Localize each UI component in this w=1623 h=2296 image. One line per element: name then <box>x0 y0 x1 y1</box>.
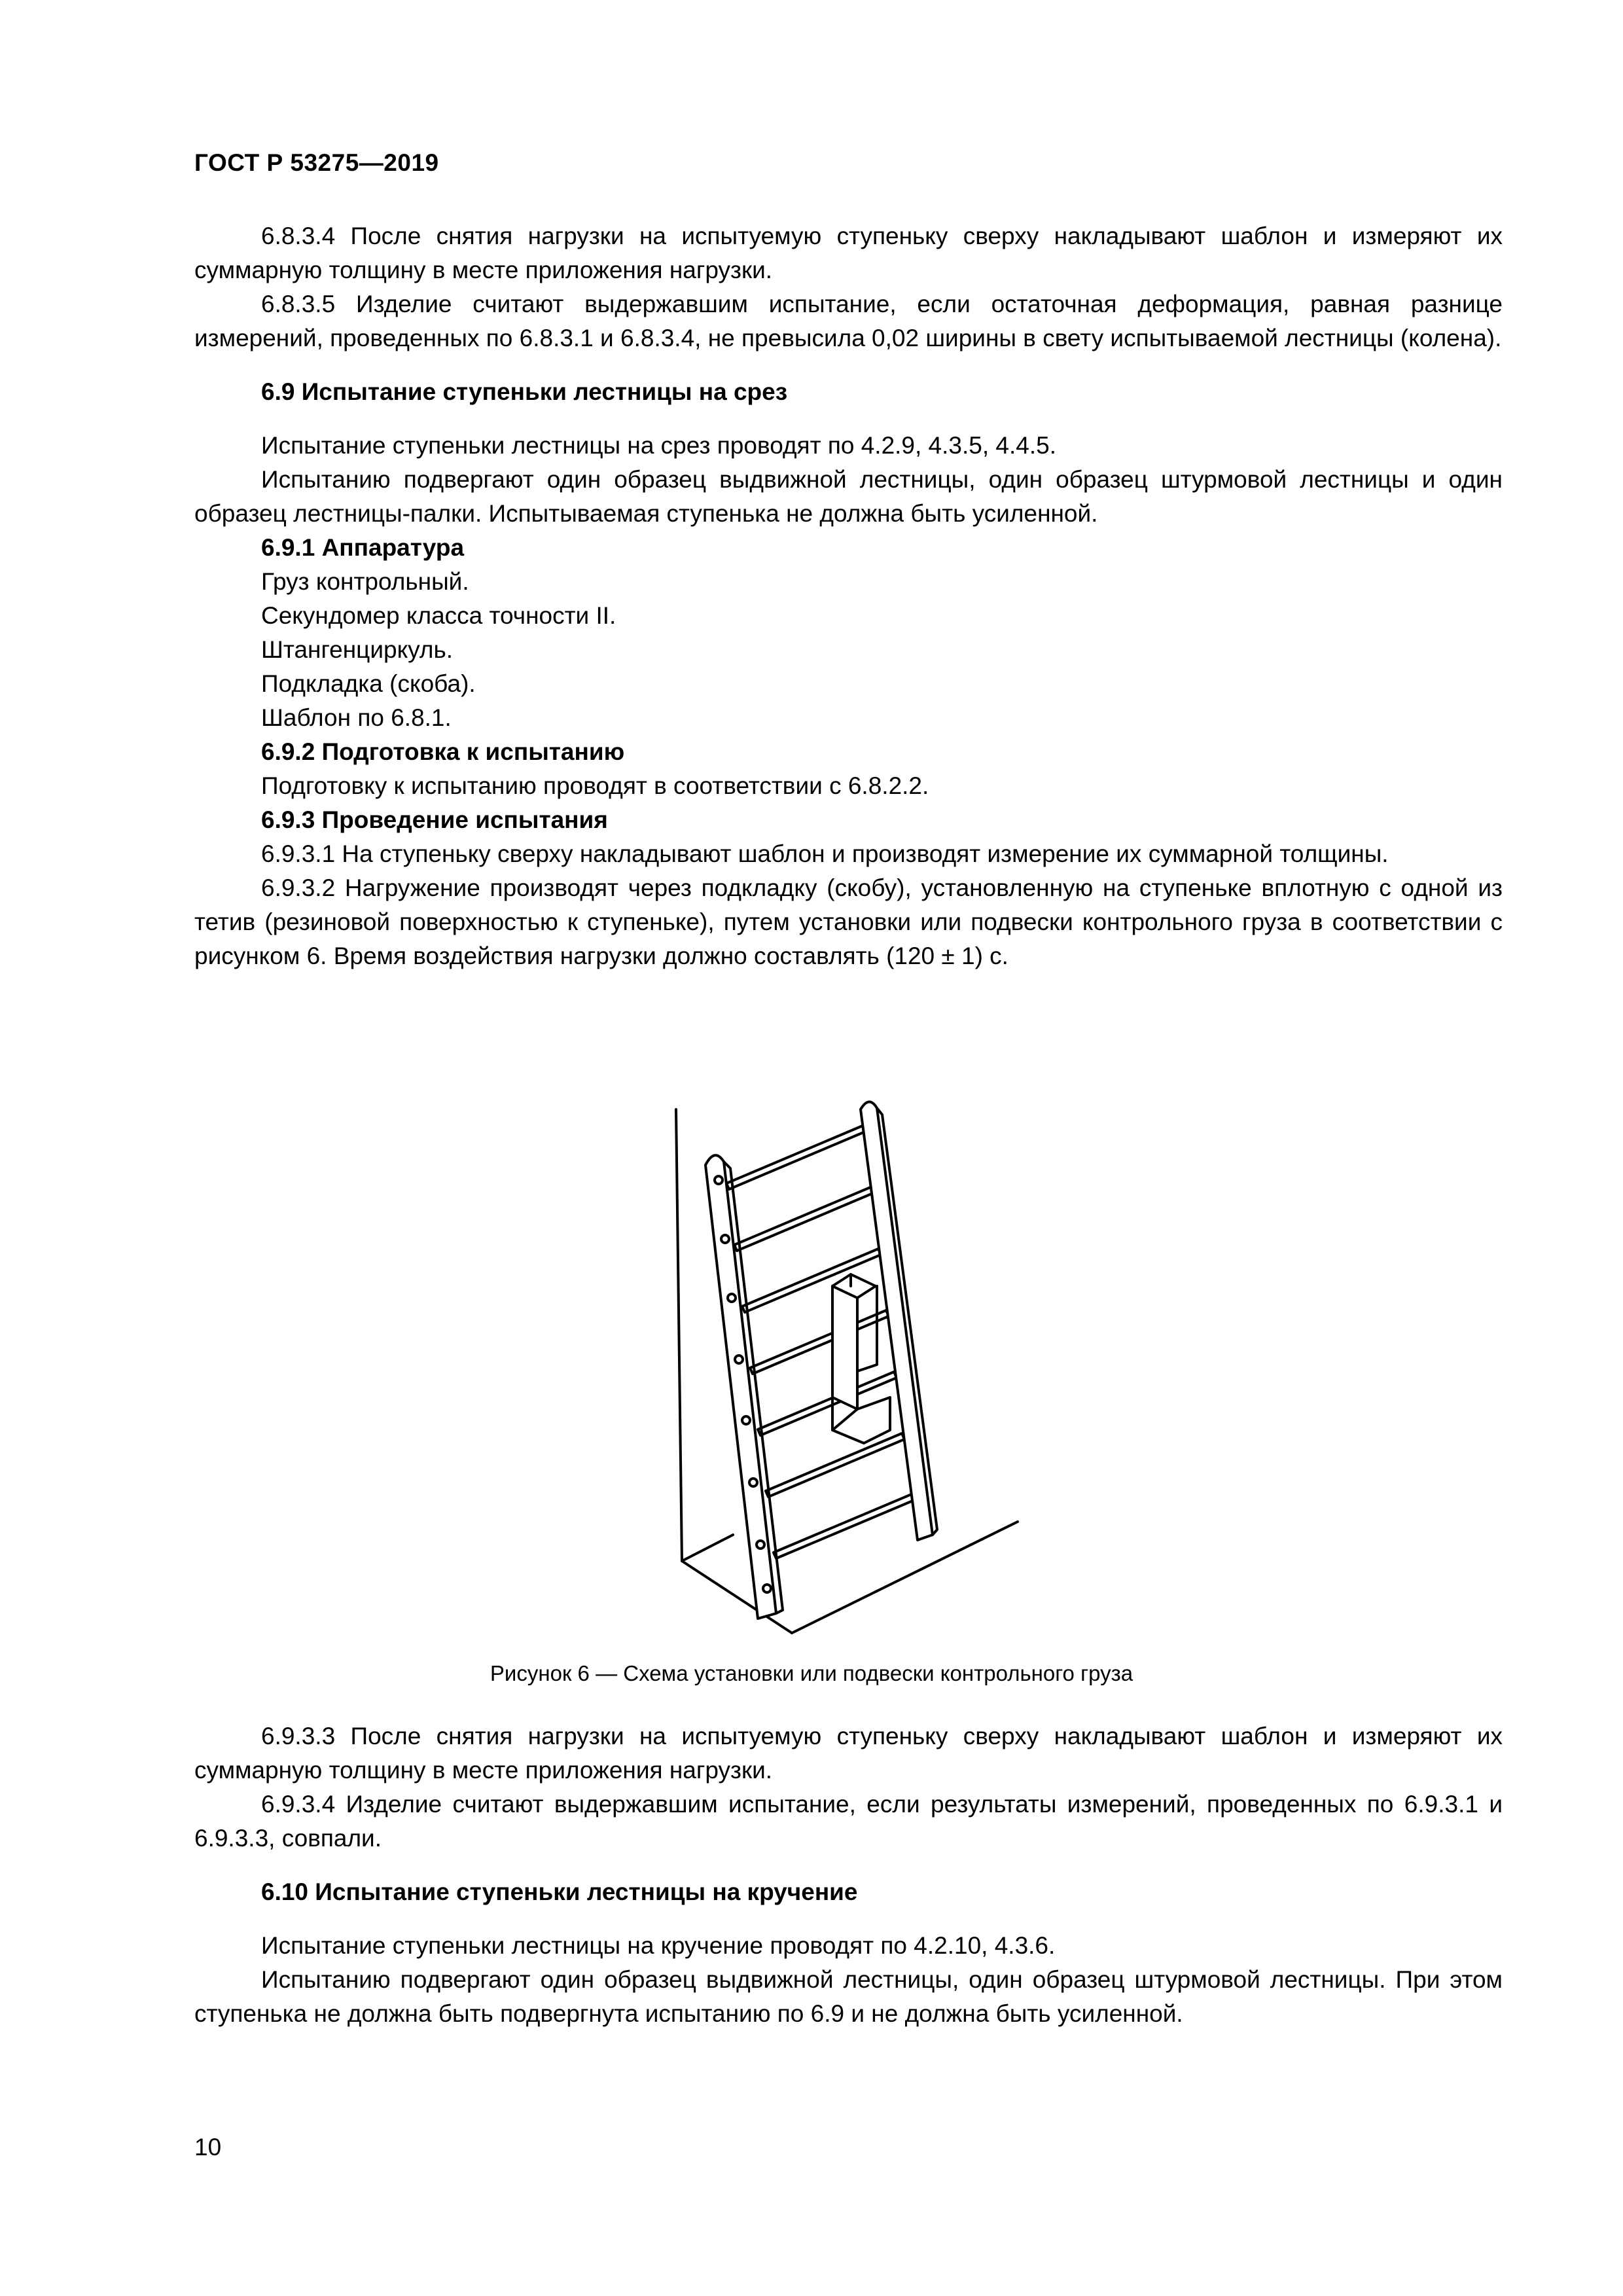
apparatus-item: Груз контрольный. <box>261 568 469 595</box>
section-heading-6-10: 6.10 Испытание ступеньки лестницы на кручение <box>261 1878 858 1905</box>
section-heading-6-9: 6.9 Испытание ступеньки лестницы на срез <box>261 378 788 405</box>
subsection-heading-6-9-3: 6.9.3 Проведение испытания <box>261 806 608 833</box>
apparatus-item: Секундомер класса точности II. <box>261 602 616 629</box>
paragraph-6-9-3-3: 6.9.3.3 После снятия нагрузки на испытуемую ступеньку сверху накладывают шаблон и измеряют их суммарную толщину в месте приложения нагрузки. <box>194 1723 1503 1784</box>
paragraph-6-9-2: Подготовку к испытанию проводят в соответствии с 6.8.2.2. <box>261 772 929 799</box>
paragraph-6-8-3-4: 6.8.3.4 После снятия нагрузки на испытуемую ступеньку сверху накладывают шаблон и измеряют их суммарную толщину в месте приложения нагрузки. <box>194 223 1503 283</box>
paragraph-6-9-b: Испытанию подвергают один образец выдвижной лестницы, один образец штурмовой лестницы и один образец лестницы-палки. Испытываемая ступенька не должна быть усиленной. <box>194 466 1503 527</box>
paragraph-6-9-a: Испытание ступеньки лестницы на срез проводят по 4.2.9, 4.3.5, 4.4.5. <box>261 432 1056 459</box>
ladder-load-figure <box>661 1090 1047 1640</box>
apparatus-item: Шаблон по 6.8.1. <box>261 704 452 731</box>
paragraph-6-9-3-2: 6.9.3.2 Нагружение производят через подкладку (скобу), установленную на ступеньке вплотную с одной из тетив (резиновой поверхностью к ступеньке), путем установки или подвески контрольного груза в соответствии с рисунком 6. Время воздействия нагрузки должно составлять (120 ± 1) с. <box>194 874 1503 969</box>
paragraph-6-10-b: Испытанию подвергают один образец выдвижной лестницы, один образец штурмовой лестницы. При этом ступенька не должна быть подвергнута испытанию по 6.9 и не должна быть усиленной. <box>194 1966 1503 2027</box>
text-block-upper <box>194 219 1503 973</box>
page-number: 10 <box>194 2134 222 2161</box>
text-block-lower <box>194 1719 1503 2031</box>
document-header: ГОСТ Р 53275—2019 <box>194 149 439 176</box>
apparatus-item: Подкладка (скоба). <box>261 670 476 697</box>
load-bracket <box>832 1274 890 1443</box>
apparatus-item: Штангенциркуль. <box>261 636 454 663</box>
paragraph-6-9-3-4: 6.9.3.4 Изделие считают выдержавшим испытание, если результаты измерений, проведенных по 6.9.3.1 и 6.9.3.3, совпали. <box>194 1791 1503 1852</box>
paragraph-6-8-3-5: 6.8.3.5 Изделие считают выдержавшим испытание, если остаточная деформация, равная разнице измерений, проведенных по 6.8.3.1 и 6.8.3.4, не превысила 0,02 ширины в свету испытываемой лестницы (колена). <box>194 291 1503 351</box>
wall-line <box>676 1109 682 1561</box>
paragraph-6-10-a: Испытание ступеньки лестницы на кручение проводят по 4.2.10, 4.3.6. <box>261 1932 1056 1959</box>
ladder-left-stile <box>705 1155 783 1619</box>
paragraph-6-9-3-1: 6.9.3.1 На ступеньку сверху накладывают шаблон и производят измерение их суммарной толщины. <box>261 840 1389 867</box>
figure-caption: Рисунок 6 — Схема установки или подвески контрольного груза <box>490 1661 1133 1685</box>
subsection-heading-6-9-1: 6.9.1 Аппаратура <box>261 534 465 561</box>
subsection-heading-6-9-2: 6.9.2 Подготовка к испытанию <box>261 738 625 765</box>
floor-line-back <box>682 1535 733 1561</box>
